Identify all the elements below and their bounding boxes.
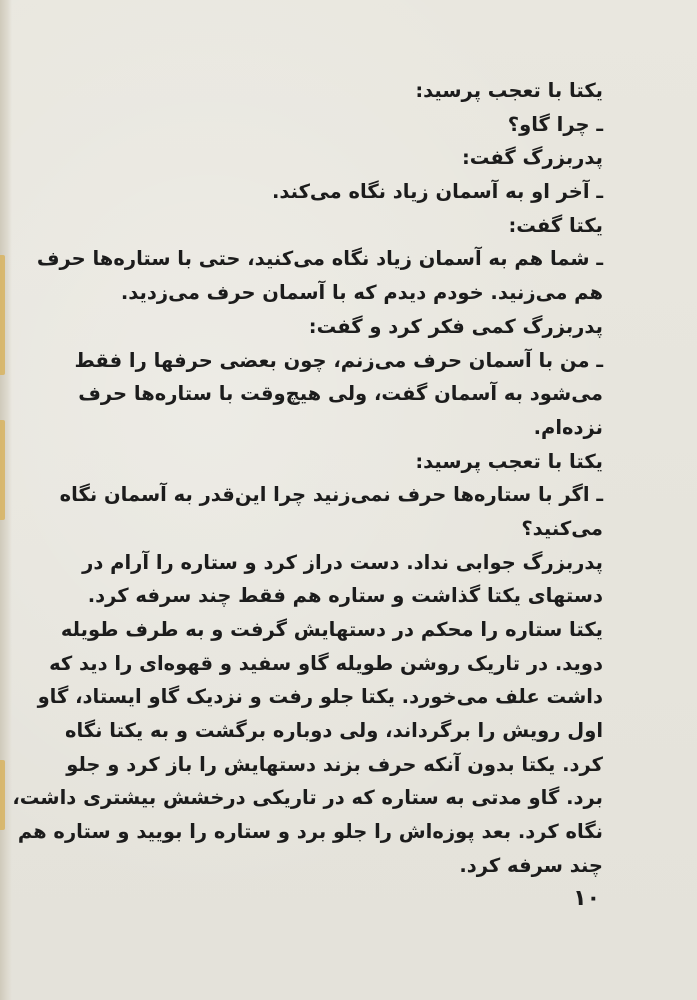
binding-tab <box>0 420 5 520</box>
text-line: یکتا ستاره را محکم در دستهایش گرفت و به طرف طویله <box>60 618 603 641</box>
binding-tab <box>0 255 5 375</box>
text-line: ـ چرا گاو؟ <box>507 112 603 136</box>
story-text <box>12 74 603 883</box>
text-line: یکتا با تعجب پرسید: <box>415 449 603 473</box>
text-line: پدربزرگ گفت: <box>461 146 603 170</box>
text-line: ـ آخر او به آسمان زیاد نگاه می‌کند. <box>271 180 603 204</box>
text-line: ـ اگر با ستاره‌ها حرف نمی‌زنید چرا این‌قدر به آسمان نگاه <box>59 483 603 507</box>
text-line: دوید. در تاریک روشن طویله گاو سفید و قهوه‌ای را دید که <box>49 651 603 675</box>
binding-tab <box>0 760 5 830</box>
page-number: ۱۰ <box>573 886 600 911</box>
text-line: هم می‌زنید. خودم دیدم که با آسمان حرف می‌زدید. <box>120 281 603 305</box>
text-line: اول رویش را برگرداند، ولی دوباره برگشت و به یکتا نگاه <box>64 719 603 743</box>
text-line: برد. گاو مدتی به ستاره که در تاریکی درخشش بیشتری داشت، <box>12 786 603 810</box>
text-line: چند سرفه کرد. <box>459 853 603 877</box>
text-line: دستهای یکتا گذاشت و ستاره هم فقط چند سرفه کرد. <box>87 584 603 608</box>
text-line: می‌کنید؟ <box>521 516 603 540</box>
text-line: نزده‌ام. <box>533 415 603 439</box>
text-line: کرد. یکتا بدون آنکه حرف بزند دستهایش را باز کرد و جلو <box>66 752 603 776</box>
text-line: یکتا با تعجب پرسید: <box>415 79 603 102</box>
text-line: نگاه کرد. بعد پوزه‌اش را جلو برد و ستاره را بویید و ستاره هم <box>17 820 603 844</box>
text-line: ـ من با آسمان حرف می‌زنم، چون بعضی حرفها را فقط <box>74 348 603 372</box>
text-line: پدربزرگ جوابی نداد. دست دراز کرد و ستاره را آرام در <box>82 550 603 574</box>
text-line: پدربزرگ کمی فکر کرد و گفت: <box>308 314 603 338</box>
text-line: ـ شما هم به آسمان زیاد نگاه می‌کنید، حتی با ستاره‌ها حرف <box>36 247 603 271</box>
text-line: می‌شود به آسمان گفت، ولی هیچ‌وقت با ستاره‌ها حرف <box>78 382 603 406</box>
text-line: یکتا گفت: <box>508 213 603 237</box>
text-line: داشت علف می‌خورد. یکتا جلو رفت و نزدیک گاو ایستاد، گاو <box>37 685 603 709</box>
